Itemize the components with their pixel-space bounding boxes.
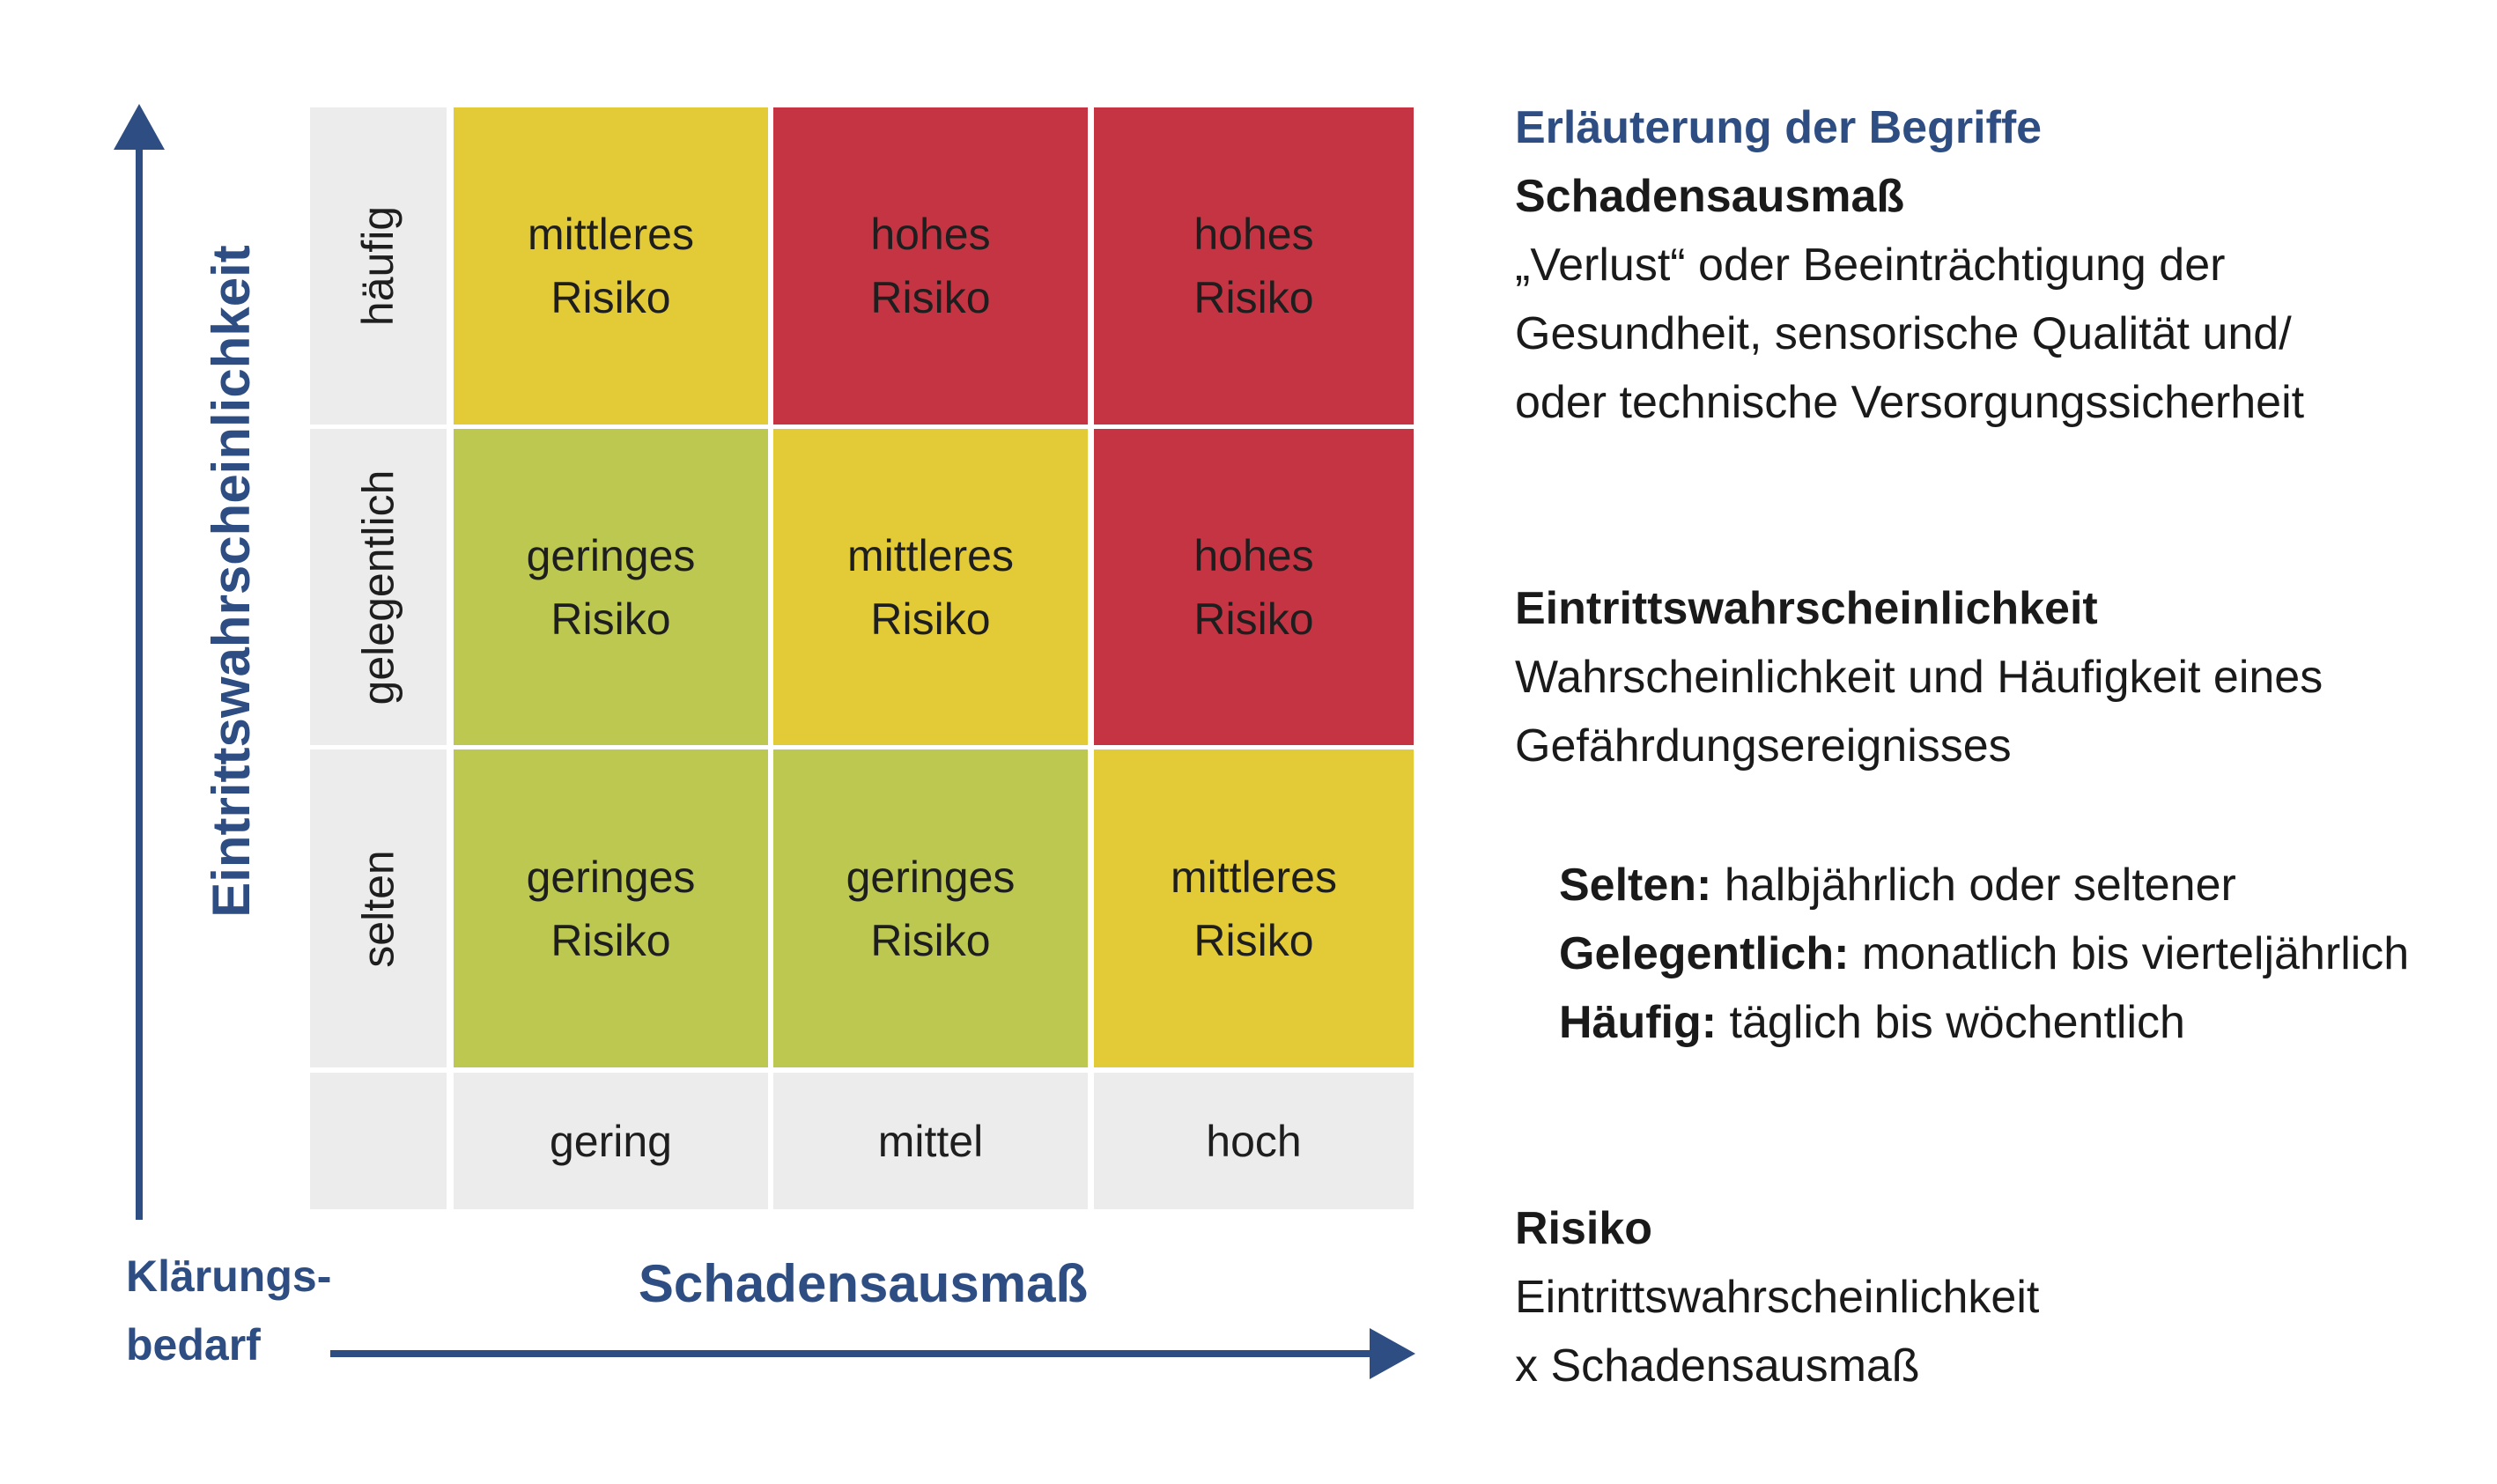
explanation-section-probability xyxy=(1515,574,2323,780)
column-label-gering: gering xyxy=(550,1116,672,1166)
risk-cell-label: mittleres xyxy=(1171,852,1337,902)
risk-cell-gelegentlich-gering xyxy=(454,429,768,745)
frequency-term: Gelegentlich: xyxy=(1559,928,1850,979)
risk-text-line: x Schadensausmaß xyxy=(1515,1340,1920,1392)
risk-cell-label: hohes xyxy=(1193,210,1314,259)
column-header-mittel xyxy=(773,1073,1088,1209)
column-header-hoch xyxy=(1094,1073,1414,1209)
risk-cell-label: geringes xyxy=(526,530,696,580)
probability-heading: Eintrittswahrscheinlichkeit xyxy=(1515,583,2098,634)
x-axis-line xyxy=(330,1350,1409,1357)
row-header-gelegentlich xyxy=(310,429,447,745)
risk-cell-label: geringes xyxy=(846,852,1016,902)
risk-cell-haeufig-hoch xyxy=(1094,107,1414,425)
risk-cell-label: hohes xyxy=(870,210,991,259)
probability-text-line: Wahrscheinlichkeit und Häufigkeit eines xyxy=(1515,652,2323,703)
frequency-list xyxy=(1559,851,2409,1057)
risk-cell-label: mittleres xyxy=(528,210,694,259)
risk-cell-gelegentlich-mittel xyxy=(773,429,1088,745)
risk-cell-label: Risiko xyxy=(870,915,991,965)
risk-cell-label: Risiko xyxy=(1193,273,1314,322)
probability-text-line: Gefährdungsereignisses xyxy=(1515,720,2012,772)
clarification-label-line1: Klärungs- xyxy=(126,1251,332,1301)
risk-cell-label: geringes xyxy=(526,852,696,902)
risk-cell-gelegentlich-hoch xyxy=(1094,429,1414,745)
frequency-item-gelegentlich xyxy=(1559,919,2409,988)
y-axis-title: Eintrittswahrscheinlichkeit xyxy=(202,245,261,918)
clarification-label-line2: bedarf xyxy=(126,1320,261,1370)
damage-heading: Schadensausmaß xyxy=(1515,171,1905,222)
risk-cell-label: Risiko xyxy=(550,594,671,644)
row-label-selten: selten xyxy=(353,849,403,968)
risk-cell-haeufig-gering xyxy=(454,107,768,425)
row-label-haeufig: häufig xyxy=(353,205,403,327)
column-label-mittel: mittel xyxy=(877,1116,984,1166)
risk-cell-label: Risiko xyxy=(550,273,671,322)
row-header-haeufig xyxy=(310,107,447,425)
frequency-desc: täglich bis wöchentlich xyxy=(1717,997,2185,1048)
risk-cell-label: Risiko xyxy=(550,915,671,965)
damage-text-line: „Verlust“ oder Beeinträchtigung der xyxy=(1515,240,2226,291)
column-label-hoch: hoch xyxy=(1206,1116,1302,1166)
damage-text-line: Gesundheit, sensorische Qualität und/ xyxy=(1515,308,2292,359)
matrix-corner xyxy=(310,1073,447,1209)
explanation-section-damage xyxy=(1515,93,2304,437)
column-header-gering xyxy=(454,1073,768,1209)
risk-cell-selten-hoch xyxy=(1094,749,1414,1067)
x-axis-title: Schadensausmaß xyxy=(638,1254,1089,1313)
risk-cell-label: Risiko xyxy=(870,594,991,644)
risk-cell-label: hohes xyxy=(1193,530,1314,580)
frequency-term: Selten: xyxy=(1559,860,1712,911)
risk-cell-selten-gering xyxy=(454,749,768,1067)
explanation-section-risk xyxy=(1515,1194,2039,1400)
row-header-selten xyxy=(310,749,447,1067)
risk-cell-label: Risiko xyxy=(1193,915,1314,965)
clarification-need-label xyxy=(126,1242,355,1379)
frequency-desc: monatlich bis vierteljährlich xyxy=(1849,928,2410,979)
frequency-item-selten xyxy=(1559,851,2409,919)
risk-text-line: Eintrittswahrscheinlichkeit xyxy=(1515,1272,2040,1323)
explanation-title: Erläuterung der Begriffe xyxy=(1515,102,2043,153)
frequency-item-haeufig xyxy=(1559,988,2409,1057)
risk-cell-label: Risiko xyxy=(870,273,991,322)
x-axis-arrowhead xyxy=(1370,1328,1415,1379)
risk-cell-label: mittleres xyxy=(847,530,1014,580)
y-axis-line xyxy=(136,123,143,1220)
risk-cell-haeufig-mittel xyxy=(773,107,1088,425)
damage-text-line: oder technische Versorgungssicherheit xyxy=(1515,377,2305,428)
y-axis-arrowhead xyxy=(114,104,165,150)
frequency-desc: halbjährlich oder seltener xyxy=(1711,860,2236,911)
risk-cell-label: Risiko xyxy=(1193,594,1314,644)
risk-heading: Risiko xyxy=(1515,1203,1653,1254)
frequency-term: Häufig: xyxy=(1559,997,1718,1048)
row-label-gelegentlich: gelegentlich xyxy=(353,469,403,705)
risk-cell-selten-mittel xyxy=(773,749,1088,1067)
